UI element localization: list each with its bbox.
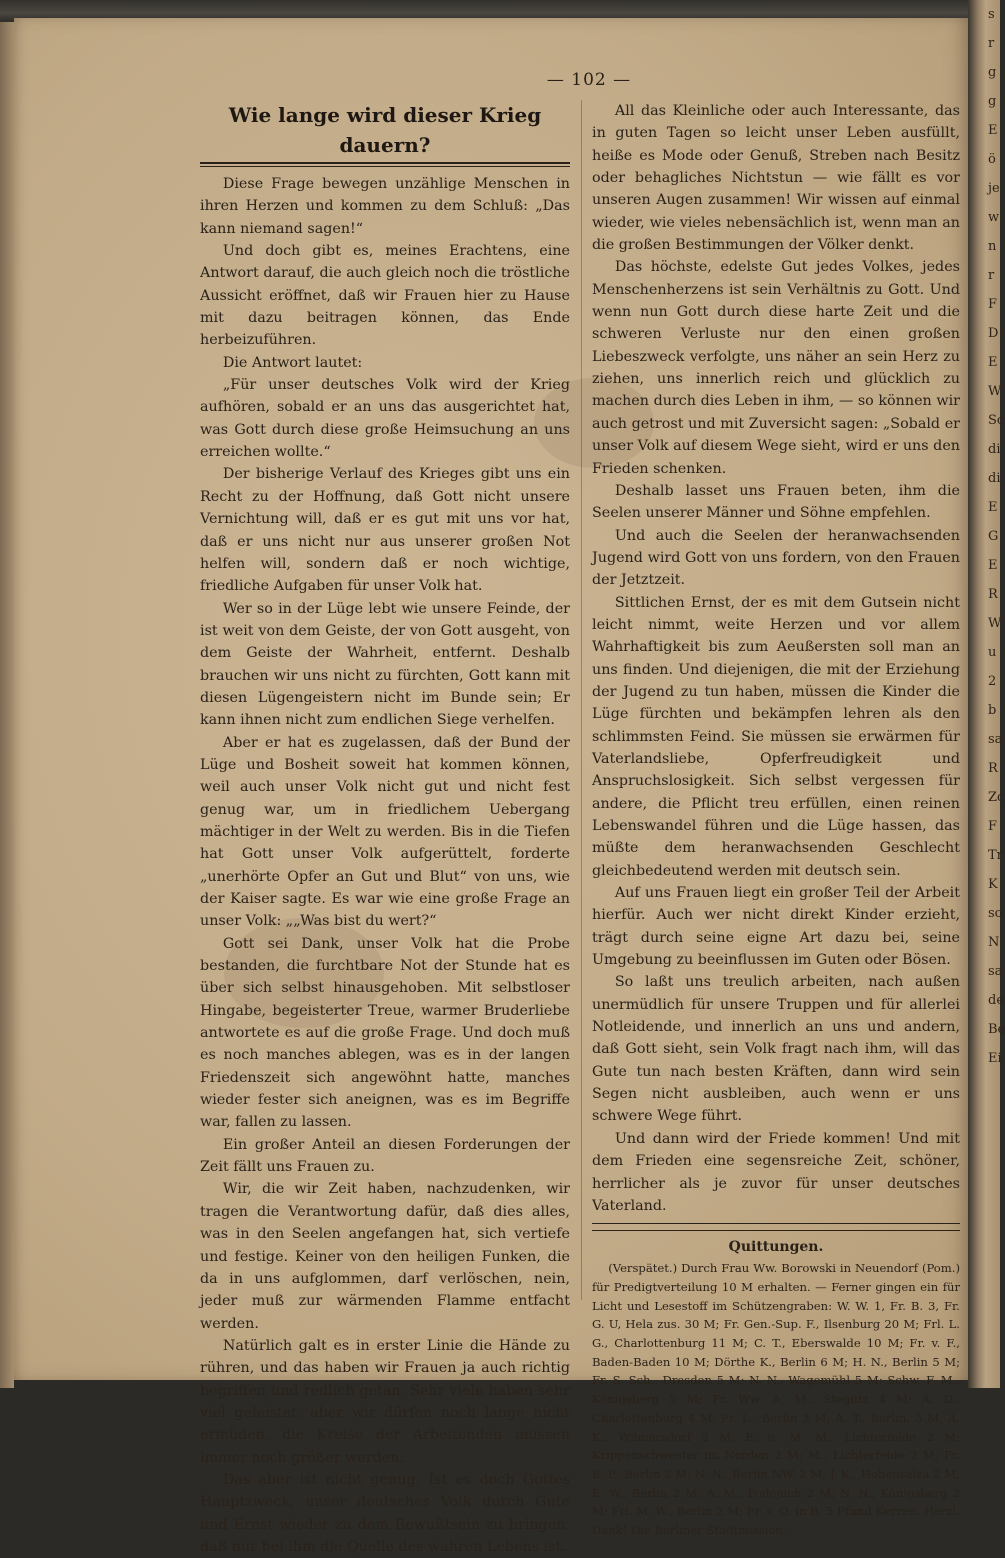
gutter-fragment: Zc <box>988 790 1005 805</box>
gutter-fragment: ö <box>988 152 996 167</box>
article-paragraph: Das höchste, edelste Gut jedes Volkes, jedes Menschenherzens ist sein Verhältnis zu Gott. Und wenn nun Gott durch diese harte Zeit und die schweren Verluste nur den einen großen Liebeszweck verfolgte, uns näher an sein Herz zu ziehen, uns innerlich reich und glücklich zu machen durch dies Leben in ihm, — so können wir auch getrost und mit Zuversicht sagen: „Sobald er unser Volk auf diesem Wege sieht, wird er uns den Frieden schenken. <box>592 259 960 477</box>
article-paragraph: Auf uns Frauen liegt ein großer Teil der Arbeit hierfür. Auch wer nicht direkt Kinder erzieht, trägt durch seine eigne Art dazu bei, seine Umgebung zu beeinflussen im Guten oder Bösen. <box>592 885 960 969</box>
article-paragraph: Und auch die Seelen der heranwachsenden Jugend wird Gott von uns fordern, von den Frauen der Jetztzeit. <box>592 527 960 589</box>
left-article-text <box>200 173 570 1558</box>
gutter-fragment: u <box>988 645 997 660</box>
gutter-fragment: Sc <box>988 413 1005 428</box>
gutter-fragment: Tr <box>988 848 1003 863</box>
right-article-text <box>592 100 960 1217</box>
gutter-fragment: s <box>988 7 995 22</box>
article-paragraph: Ein großer Anteil an diesen Forderungen der Zeit fällt uns Frauen zu. <box>200 1136 570 1176</box>
gutter-fragment: di <box>988 442 1001 457</box>
article-paragraph: Die Antwort lautet: <box>222 354 363 371</box>
gutter-fragment: D <box>988 326 999 341</box>
article-paragraph: All das Kleinliche oder auch Interessante, das in guten Tagen so leicht unser Leben ausfüllt, heiße es Mode oder Genuß, Streben nach Besitz oder behagliches Nichtstun — wie fällt es vor unseren Augen zusammen! Wir wissen auf einmal wieder, wie vieles nebensächlich ist, wenn man an die großen Bestimmungen der Völker denkt. <box>592 103 960 254</box>
gutter-fragment: E <box>988 123 998 138</box>
gutter-fragment: R <box>988 587 998 602</box>
gutter-fragment: je <box>988 181 1000 196</box>
gutter-fragment: de <box>988 993 1005 1008</box>
gutter-fragment: g <box>988 65 997 80</box>
gutter-fragment: E <box>988 500 998 515</box>
gutter-fragment: b <box>988 703 997 718</box>
article-paragraph: Diese Frage bewegen unzählige Menschen in ihren Herzen und kommen zu dem Schluß: „Das kann niemand sagen!“ <box>200 176 570 237</box>
next-page-gutter <box>968 0 1005 1388</box>
gutter-fragment: Be <box>988 1022 1005 1037</box>
gutter-fragment: R <box>988 761 998 776</box>
article-paragraph: Und doch gibt es, meines Erachtens, eine Antwort darauf, die auch gleich noch die tröstliche Aussicht eröffnet, daß wir Frauen hier zu Hause mit dazu beitragen können, das Ende herbeizuführen. <box>200 243 570 349</box>
gutter-fragment: so <box>988 906 1003 921</box>
gutter-fragment: w <box>988 210 1000 225</box>
article-paragraph: Wir, die wir Zeit haben, nachzudenken, wir tragen die Verantwortung dafür, daß dies alles, was in den Seelen angefangen hat, sich vertiefe und festige. Keiner von den heiligen Funken, die da in uns aufglommen, darf verlöschen, nein, jeder muß zur wärmenden Flamme entfacht werden. <box>200 1181 570 1332</box>
column-divider <box>581 100 582 1300</box>
gutter-fragment: W <box>988 616 1002 631</box>
section-separator <box>592 1223 960 1231</box>
gutter-fragment: Ei <box>988 1051 1002 1066</box>
page-number: — 102 — <box>546 70 632 90</box>
gutter-fragment: K <box>988 877 998 892</box>
gutter-fragment: di <box>988 471 1001 486</box>
article-paragraph: So laßt uns treulich arbeiten, nach außen unermüdlich für unsere Truppen und für allerlei Notleidende, und innerlich an uns und andern, daß Gott sieht, sein Volk fragt nach ihm, will das Gute tun nach besten Kräften, dann wird sein Segen nicht ausbleiben, auch wenn er uns schwere Wege führt. <box>592 974 960 1125</box>
gutter-fragment: r <box>988 36 995 51</box>
right-column <box>592 100 960 1540</box>
article-paragraph: „Für unser deutsches Volk wird der Krieg aufhören, sobald er an uns das ausgerichtet hat, was Gott durch diese große Heimsuchung an uns erreichen wollte.“ <box>200 377 570 461</box>
gutter-fragment: sa <box>988 732 1003 747</box>
gutter-fragment: E <box>988 558 998 573</box>
gutter-fragment: 2 <box>988 674 997 689</box>
article-paragraph: Aber er hat es zugelassen, daß der Bund der Lüge und Bosheit soweit hat kommen können, weil auch unser Volk nicht gut und nicht fest genug war, um in friedlichem Uebergang mächtiger in der Welt zu werden. Bis in die Tiefen hat Gott unser Volk aufgerüttelt, forderte „unerhörte Opfer an Gut und Blut“ von uns, wie der Kaiser sagte. Es war wie eine große Frage an unser Volk: „„Was bist du wert?“ <box>200 734 570 930</box>
gutter-fragment: E <box>988 355 998 370</box>
gutter-fragment: F <box>988 819 998 834</box>
left-column <box>200 100 570 1558</box>
article-paragraph: Der bisherige Verlauf des Krieges gibt uns ein Recht zu der Hoffnung, daß Gott nicht unsere Vernichtung will, daß er es gut mit uns vor hat, daß er uns nicht nur aus unserer großen Not helfen will, sondern daß er noch wichtige, friedliche Aufgaben für unser Volk hat. <box>200 466 570 595</box>
article-paragraph: Wer so in der Lüge lebt wie unsere Feinde, der ist weit von dem Geiste, der von Gott ausgeht, von dem Geiste der Wahrheit, entfernt. Deshalb brauchen wir uns nicht zu fürchten, Gott kann mit diesen Lügengeistern nicht im Bunde sein; Er kann ihnen nicht zum endlichen Siege verhelfen. <box>200 600 570 729</box>
gutter-fragment: G <box>988 529 999 544</box>
gutter-fragment: F <box>988 297 998 312</box>
gutter-fragment: N <box>988 935 1000 950</box>
gutter-fragment: sa <box>988 964 1003 979</box>
gutter-fragment: r <box>988 268 995 283</box>
headline-rule <box>200 166 570 167</box>
receipts-title: Quittungen. <box>728 1239 824 1256</box>
article-paragraph: Deshalb lasset uns Frauen beten, ihm die Seelen unserer Männer und Söhne empfehlen. <box>592 482 960 522</box>
book-binding-left <box>0 22 14 1388</box>
gutter-fragment: n <box>988 239 997 254</box>
receipts-body: (Verspätet.) Durch Frau Ww. Borowski in Neuendorf (Pom.) für Predigtverteilung 10 M erhalten. — Ferner gingen ein für Licht und Lesestoff im Schützengraben: W. W. 1, Fr. B. 3, Fr. G. U, Hela zus. 30 M; Fr. Gen.-Sup. F., Ilsenburg 20 M; Frl. L. G., Charlottenburg 11 M; C. T., Eberswalde 10 M; Fr. v. F., Baden-Baden 10 M; Dörthe K., Berlin 6 M; H. N., Berlin 5 M; Fr. S. Sch., Dresden 5 M; N. N., Wagemühl 5 M; Schw. F. M., Königsberg 5 M; Fr. Ww. A. M., Steglitz 4 M; A. D., Charlottenburg 4 M; Fr. L., Berlin 3 M; A. T., Berlin, 3 M; A. K., Wilmersdorf 2 M; E. u. M. M., Lichterfelde 2 M; Krippenschwester im Norden 2 M; M., Lichterfelde 2 M; Fr. E. P., Berlin 2 M; N. N., Berlin NW. 2 M; J. K., Hohensalza 2 M; E. W., Berlin 2 M; A. M., Podejuch 2 M; N. N., Königsberg 2 M; Frl. M. W., Berlin 2 M; Fr. v. O. in B. 5 Pfund Kerzen. Herzl. Dank! Die Berliner Stadtmission. <box>592 1261 960 1538</box>
article-headline: Wie lange wird dieser Krieg dauern? <box>200 100 570 164</box>
gutter-fragment: g <box>988 94 997 109</box>
gutter-fragment: W <box>988 384 1002 399</box>
article-paragraph: Und dann wird der Friede kommen! Und mit dem Frieden eine segensreiche Zeit, schöner, herrlicher als je zuvor für unser deutsches Vaterland. <box>592 1130 960 1214</box>
article-paragraph: Gott sei Dank, unser Volk hat die Probe bestanden, die furchtbare Not der Stunde hat es über sich selbst hinausgehoben. Mit selbstloser Hingabe, begeisterter Treue, warmer Bruderliebe antwortete es auf die große Frage. Und doch muß es noch manches ablegen, was es in der langen Friedenszeit sich angewöhnt hatte, manches wieder fester sich aneignen, was es im Begriffe war, fallen zu lassen. <box>200 935 570 1131</box>
article-paragraph: Natürlich galt es in erster Linie die Hände zu rühren, und das haben wir Frauen ja auch richtig begriffen und redlich getan. Sehr viele haben sehr viel geleistet, aber wir dürfen noch lange nicht ermüden, die Kreise der Arbeitenden müssen immer noch größer werden. <box>200 1337 570 1466</box>
article-paragraph: Das aber ist nicht genug. Ist es doch Gottes Hauptzweck, unser deutsches Volk durch Güte und Ernst wieder zu dem Bewußtsein zu bringen, daß nur bei ihm die Quelle des wahren Lebens ist. <box>200 1471 570 1555</box>
article-paragraph: Sittlichen Ernst, der es mit dem Gutsein nicht leicht nimmt, weite Herzen und vor allem Wahrhaftigkeit bis zum Aeußersten soll man an uns finden. Und diejenigen, die mit der Erziehung der Jugend zu tun haben, müssen die Kinder die Lüge fürchten und bekämpfen lehren als den schlimmsten Feind. Sie müssen sie erwärmen für Vaterlandsliebe, Opferfreudigkeit und Anspruchslosigkeit. Sich selbst vergessen für andere, die Pflicht treu erfüllen, einen reinen Lebenswandel führen und die Lüge hassen, das müßte dem heranwachsenden Geschlecht gleichbedeutend werden mit deutsch sein. <box>592 594 960 879</box>
